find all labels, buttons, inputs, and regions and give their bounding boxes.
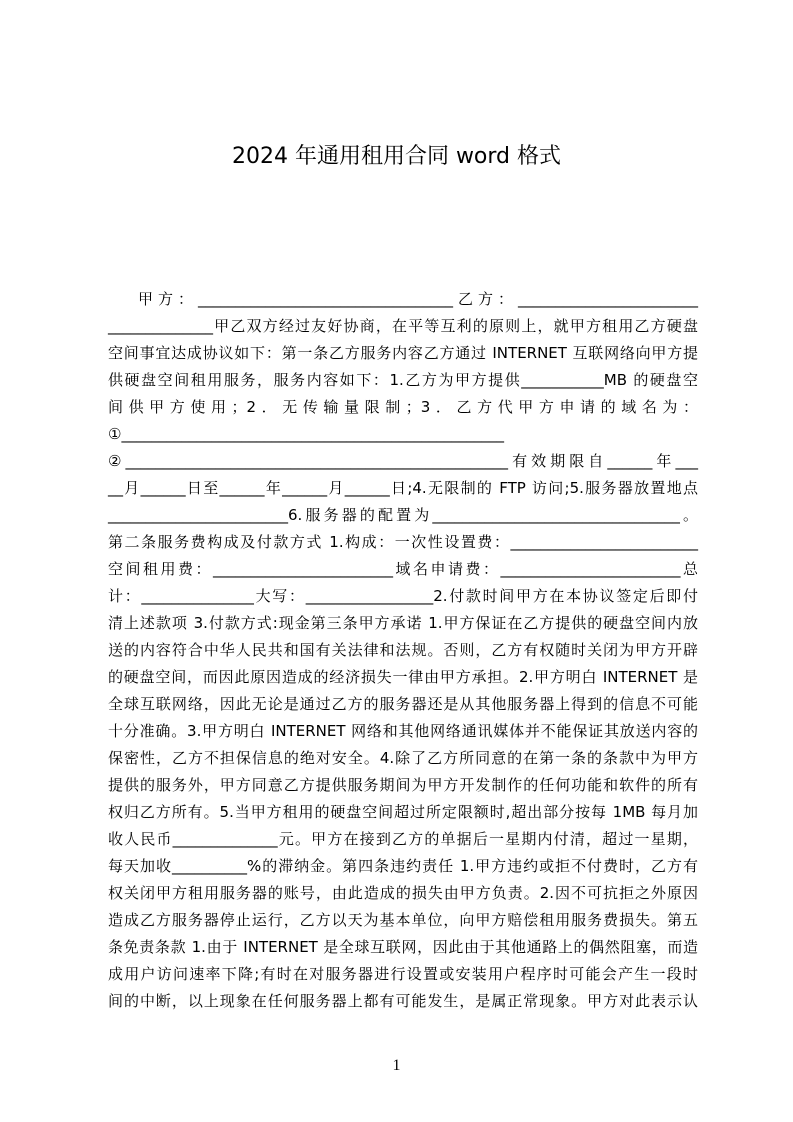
body-line: 每天加收__________%的滞纳金。第四条违约责任 1.甲方违约或拒不付费时，乙方有 — [108, 857, 698, 875]
document-title: 2024 年通用租用合同 word 格式 — [231, 144, 562, 169]
body-line: 的硬盘空间，而因此原因造成的经济损失一律由甲方承担。2.甲方明白 INTERNET 是 — [108, 668, 698, 686]
body-line: 权归乙方所有。5.当甲方租用的硬盘空间超过所定限额时,超出部分按每 1MB 每月加 — [108, 803, 698, 821]
body-line: ________________________6.服务器的配置为_________________________________。 — [108, 506, 698, 524]
body-line: 全球互联网络，因此无论是通过乙方的服务器还是从其他服务器上得到的信息不可能 — [108, 695, 698, 713]
body-line: 送的内容符合中华人民共和国有关法律和法规。否则，乙方有权随时关闭为甲方开辟 — [108, 641, 698, 659]
body-line: ②___________________________________________________有效期限自______年___ — [108, 452, 698, 470]
body-line: 权关闭甲方租用服务器的账号，由此造成的损失由甲方负责。2.因不可抗拒之外原因 — [108, 884, 698, 902]
body-line: 供硬盘空间租用服务，服务内容如下：1.乙方为甲方提供___________MB 的硬盘空 — [108, 371, 698, 389]
body-line: 间供甲方使用；2．无传输量限制；3．乙方代甲方申请的域名为： — [108, 398, 698, 416]
body-line: __月______日至______年______月______日;4.无限制的 FTP 访问;5.服务器放置地点 — [108, 479, 698, 497]
body-line: 收人民币______________元。甲方在接到乙方的单据后一星期内付清，超过一星期， — [108, 830, 698, 848]
body-line: 提供的服务外，甲方同意乙方提供服务期间为甲方开发制作的任何功能和软件的所有 — [108, 776, 698, 794]
body-line: ①___________________________________________________ — [108, 425, 504, 443]
body-line: 计：_______________大写：_________________2.付款时间甲方在本协议签定后即付 — [108, 587, 698, 605]
page-number: 1 — [392, 1057, 401, 1074]
body-line: 条免责条款 1.由于 INTERNET 是全球互联网，因此由于其他通路上的偶然阻塞，而造 — [108, 938, 698, 956]
body-line: 空间租用费：________________________域名申请费：________________________总 — [108, 560, 698, 578]
body-line: 空间事宜达成协议如下：第一条乙方服务内容乙方通过 INTERNET 互联网络向甲方提 — [108, 344, 698, 362]
body-line: 第二条服务费构成及付款方式 1.构成：一次性设置费：_________________________ — [108, 533, 698, 551]
body-line: 十分准确。3.甲方明白 INTERNET 网络和其他网络通讯媒体并不能保证其放送内容的 — [108, 722, 698, 740]
body-line: 保密性，乙方不担保信息的绝对安全。4.除了乙方所同意的在第一条的条款中为甲方 — [108, 749, 698, 767]
body-line: 清上述款项 3.付款方式:现金第三条甲方承诺 1.甲方保证在乙方提供的硬盘空间内放 — [108, 614, 698, 632]
document-body — [108, 286, 698, 1015]
body-line: 甲方：__________________________________乙方：________________________ — [138, 290, 698, 308]
body-line: 间的中断，以上现象在任何服务器上都有可能发生，是属正常现象。甲方对此表示认 — [108, 992, 698, 1010]
body-line: ______________甲乙双方经过友好协商，在平等互利的原则上，就甲方租用乙方硬盘 — [108, 317, 698, 335]
body-line: 成用户访问速率下降;有时在对服务器进行设置或安装用户程序时可能会产生一段时 — [108, 965, 698, 983]
body-line: 造成乙方服务器停止运行，乙方以天为基本单位，向甲方赔偿租用服务费损失。第五 — [108, 911, 698, 929]
